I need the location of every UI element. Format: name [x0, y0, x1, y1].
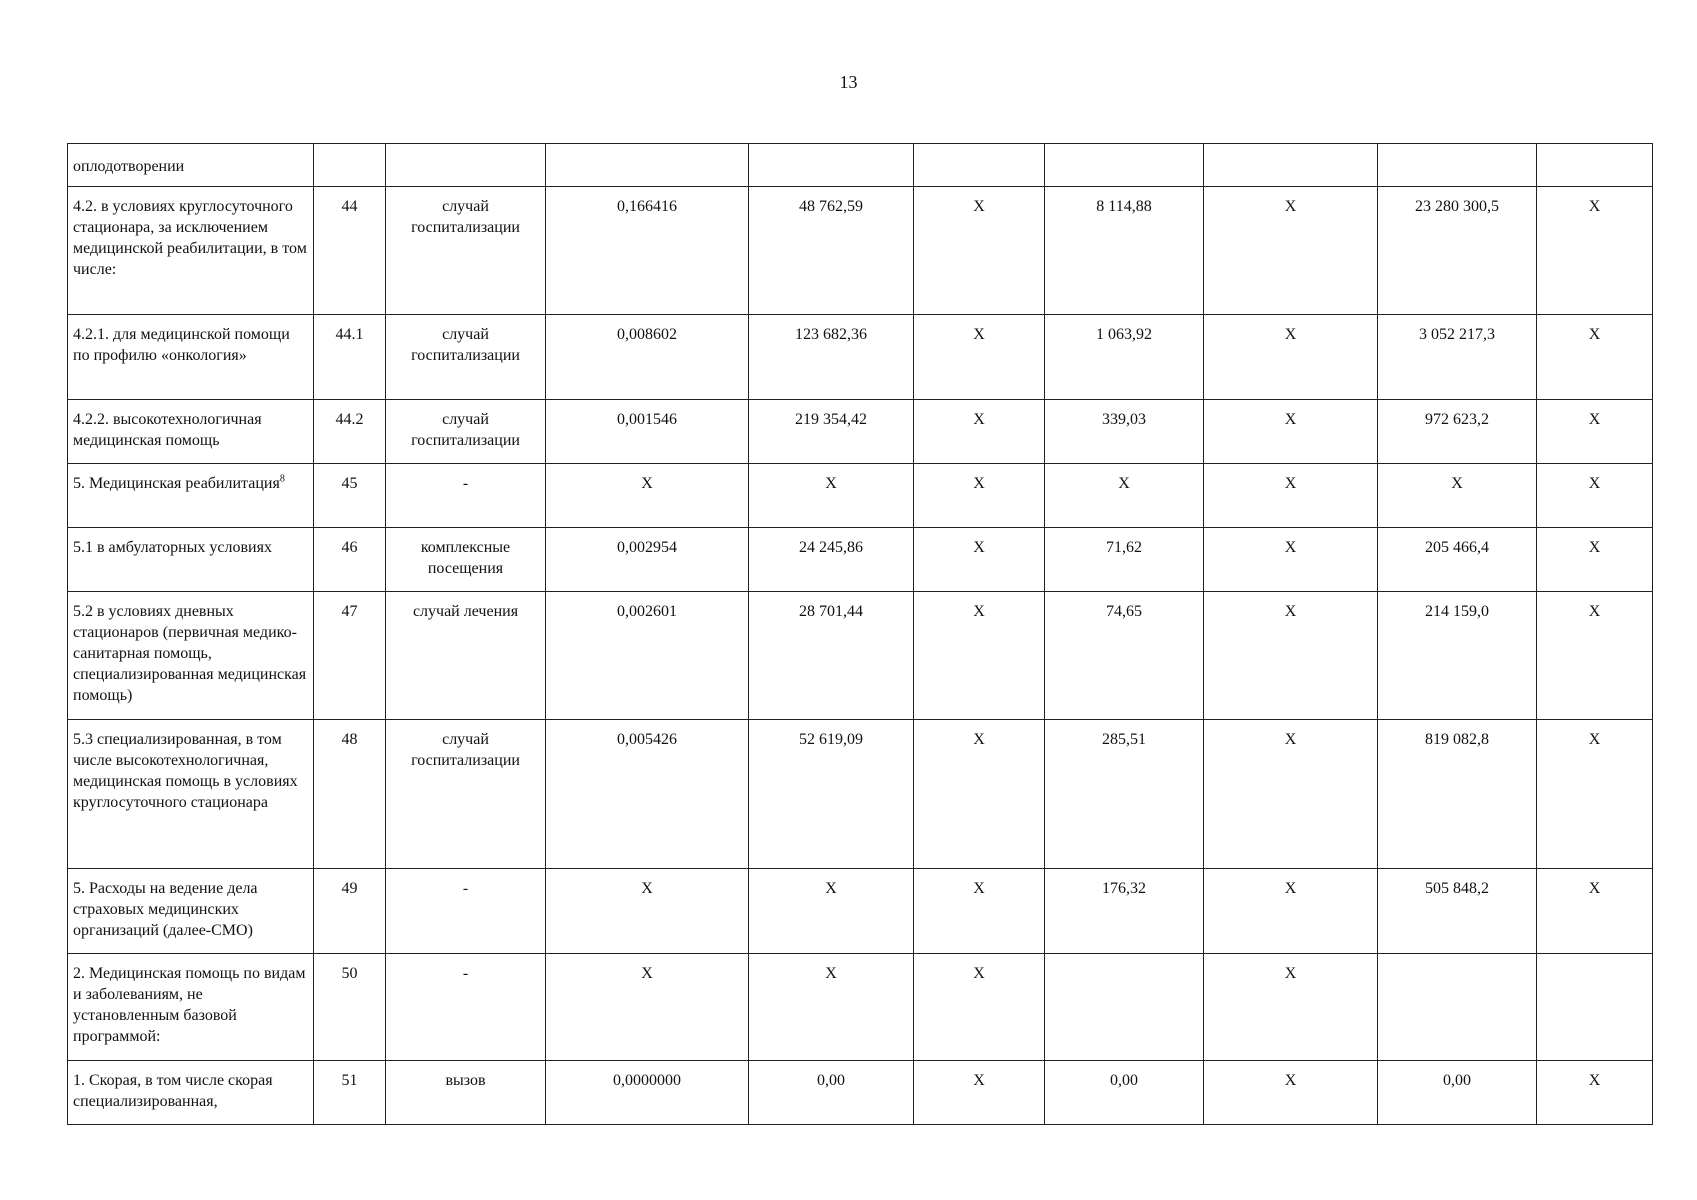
table-body [68, 144, 1653, 1125]
cell-text: 52 619,09 [799, 731, 863, 748]
table-cell [1537, 528, 1653, 592]
cell-text: Х [1284, 475, 1297, 492]
cell-text: 4.2. в условиях круглосуточного стационара, за исключением медицинской реабилитации, в том числе: [73, 198, 307, 278]
row-label-cell [68, 528, 314, 592]
row-label-cell [68, 187, 314, 315]
table-cell [1045, 869, 1204, 954]
cell-text: случай госпитализации [411, 731, 520, 769]
row-label-cell [68, 400, 314, 464]
table-cell [1045, 954, 1204, 1061]
cell-text: 48 [341, 731, 358, 748]
table-cell [546, 1061, 749, 1125]
cell-text: 0,00 [1110, 1072, 1138, 1089]
cell-text: 0,166416 [617, 198, 677, 215]
table-cell [546, 869, 749, 954]
table-cell [1378, 528, 1537, 592]
cell-text: Х [1588, 411, 1601, 428]
cell-text: 23 280 300,5 [1415, 198, 1499, 215]
table-row [68, 528, 1653, 592]
cell-text: 48 762,59 [799, 198, 863, 215]
table-cell [314, 1061, 386, 1125]
cell-text: 0,00 [817, 1072, 845, 1089]
row-label-cell [68, 144, 314, 187]
cell-text: Х [1588, 198, 1601, 215]
cell-text: Х [825, 965, 837, 982]
table-cell [914, 1061, 1045, 1125]
cell-text: Х [973, 475, 985, 492]
table-cell [1045, 720, 1204, 869]
table-cell [1045, 592, 1204, 720]
cell-text: 0,001546 [617, 411, 677, 428]
table-cell [546, 144, 749, 187]
table-cell [314, 954, 386, 1061]
table-cell [314, 144, 386, 187]
table-cell [1045, 1061, 1204, 1125]
table-row [68, 400, 1653, 464]
table-cell [314, 869, 386, 954]
cell-text: Х [973, 603, 985, 620]
cell-text: 123 682,36 [795, 326, 867, 343]
table-cell [1204, 720, 1378, 869]
cell-text: - [462, 475, 469, 492]
table-cell [1204, 869, 1378, 954]
cell-text: Х [641, 880, 653, 897]
table-cell [546, 187, 749, 315]
cell-text: Х [1284, 411, 1297, 428]
table-cell [1378, 1061, 1537, 1125]
table-cell [914, 464, 1045, 528]
cell-text: 49 [341, 880, 358, 897]
table-cell [914, 954, 1045, 1061]
cell-text: - [462, 880, 469, 897]
table-cell [314, 592, 386, 720]
cell-text: Х [1588, 603, 1601, 620]
table-cell [749, 720, 914, 869]
row-label-cell [68, 954, 314, 1061]
table-cell [1378, 144, 1537, 187]
table-cell [1045, 528, 1204, 592]
row-label-cell [68, 464, 314, 528]
row-label-cell [68, 869, 314, 954]
cell-text: Х [641, 475, 653, 492]
cell-text: Х [973, 965, 985, 982]
table-row [68, 1061, 1653, 1125]
cell-text: 0,008602 [617, 326, 677, 343]
cell-text: 339,03 [1102, 411, 1146, 428]
table-cell [914, 187, 1045, 315]
row-label-cell [68, 1061, 314, 1125]
table-cell [1204, 1061, 1378, 1125]
cell-text: 4.2.2. высокотехнологичная медицинская помощь [73, 411, 262, 449]
cell-text: Х [1284, 603, 1297, 620]
table-cell [1204, 315, 1378, 400]
cell-text: случай лечения [412, 603, 519, 620]
table-cell [1204, 592, 1378, 720]
table-cell [386, 464, 546, 528]
cell-text: оплодотворении [73, 158, 185, 175]
cell-text: 0,00 [1443, 1072, 1471, 1089]
table-row [68, 592, 1653, 720]
cell-text: Х [1284, 326, 1297, 343]
cell-text: 0,002601 [617, 603, 677, 620]
cell-text: Х [1588, 880, 1601, 897]
cell-text: Х [1284, 731, 1297, 748]
cell-text: Х [1118, 475, 1130, 492]
cell-text: 0,005426 [617, 731, 677, 748]
cell-text: Х [973, 411, 985, 428]
table-cell [749, 144, 914, 187]
table-cell [386, 187, 546, 315]
table-cell [914, 869, 1045, 954]
cell-text: 45 [341, 475, 358, 492]
table-cell [386, 720, 546, 869]
table-row [68, 464, 1653, 528]
table-cell [749, 528, 914, 592]
table-cell [314, 187, 386, 315]
table-cell [749, 954, 914, 1061]
cell-text: 51 [341, 1072, 358, 1089]
cell-text: Х [1588, 475, 1601, 492]
table-cell [1537, 144, 1653, 187]
cell-text: 50 [341, 965, 358, 982]
cell-text: Х [825, 880, 837, 897]
cell-text: Х [1284, 880, 1297, 897]
table-cell [1378, 869, 1537, 954]
cell-text: Х [973, 880, 985, 897]
table-cell [1045, 464, 1204, 528]
table-cell [1378, 720, 1537, 869]
table-cell [1537, 400, 1653, 464]
table-cell [1045, 144, 1204, 187]
table-cell [1204, 954, 1378, 1061]
cell-text: 0,0000000 [613, 1072, 681, 1089]
table-cell [546, 954, 749, 1061]
cell-text: Х [825, 475, 837, 492]
table-cell [914, 144, 1045, 187]
cell-text: случай госпитализации [411, 198, 520, 236]
cell-text: 3 052 217,3 [1419, 326, 1495, 343]
cell-text: 8 114,88 [1096, 198, 1152, 215]
table-cell [386, 400, 546, 464]
cell-text: 5. Медицинская реабилитация [73, 475, 280, 492]
cell-text: Х [1588, 539, 1601, 556]
cell-text: 972 623,2 [1425, 411, 1489, 428]
cell-text: - [462, 965, 469, 982]
footnote-marker: 8 [279, 473, 285, 485]
page-number: 13 [839, 72, 858, 92]
cell-text: Х [973, 1072, 985, 1089]
row-label-cell [68, 720, 314, 869]
table-cell [1378, 464, 1537, 528]
table-cell [1378, 315, 1537, 400]
cell-text: Х [973, 326, 985, 343]
table-cell [749, 187, 914, 315]
table-cell [749, 869, 914, 954]
table-cell [546, 315, 749, 400]
cell-text: Х [641, 965, 653, 982]
table-cell [386, 528, 546, 592]
table-cell [386, 869, 546, 954]
table-cell [914, 528, 1045, 592]
table-cell [386, 954, 546, 1061]
cell-text: 505 848,2 [1425, 880, 1489, 897]
table-cell [1537, 187, 1653, 315]
cell-text: 71,62 [1106, 539, 1142, 556]
table-cell [914, 720, 1045, 869]
table-cell [914, 315, 1045, 400]
table-cell [386, 1061, 546, 1125]
table-cell [749, 464, 914, 528]
table-cell [546, 464, 749, 528]
cell-text: 219 354,42 [795, 411, 867, 428]
table-cell [1204, 144, 1378, 187]
cell-text: 24 245,86 [799, 539, 863, 556]
table-cell [1204, 528, 1378, 592]
table-row [68, 315, 1653, 400]
table-cell [314, 528, 386, 592]
table-cell [749, 400, 914, 464]
cell-text: 4.2.1. для медицинской помощи по профилю «онкология» [73, 326, 290, 364]
cell-text: 44.2 [335, 411, 364, 428]
cell-text: 5.3 специализированная, в том числе высокотехнологичная, медицинская помощь в условиях круглосуточного стационара [73, 731, 298, 811]
table-cell [314, 464, 386, 528]
cell-text: 28 701,44 [799, 603, 863, 620]
table-cell [314, 400, 386, 464]
cell-text: 5.2 в условиях дневных стационаров (первичная медико-санитарная помощь, специализированная медицинская помощь) [73, 603, 307, 704]
cell-text: 0,002954 [617, 539, 677, 556]
cell-text: Х [1284, 965, 1297, 982]
cell-text: 176,32 [1102, 880, 1146, 897]
cell-text: 285,51 [1102, 731, 1146, 748]
cell-text: 5.1 в амбулаторных условиях [73, 539, 272, 556]
table-cell [1537, 315, 1653, 400]
table-row [68, 869, 1653, 954]
table-cell [1378, 187, 1537, 315]
table-cell [546, 592, 749, 720]
table-cell [749, 1061, 914, 1125]
cell-text: 74,65 [1106, 603, 1142, 620]
cell-text: 819 082,8 [1425, 731, 1489, 748]
cell-text: вызов [445, 1072, 486, 1089]
table-row [68, 954, 1653, 1061]
cell-text: 1 063,92 [1096, 326, 1152, 343]
cell-text: 214 159,0 [1425, 603, 1489, 620]
table-cell [914, 400, 1045, 464]
table-cell [1204, 464, 1378, 528]
cell-text: 44.1 [335, 326, 364, 343]
table-cell [1045, 187, 1204, 315]
table-cell [546, 720, 749, 869]
cell-text: Х [973, 198, 985, 215]
table-row [68, 144, 1653, 187]
table-cell [1204, 187, 1378, 315]
table-cell [1537, 720, 1653, 869]
cell-text: 44 [341, 198, 358, 215]
cell-text: 47 [341, 603, 358, 620]
table-row [68, 187, 1653, 315]
cell-text: Х [1588, 326, 1601, 343]
table-cell [1378, 400, 1537, 464]
table-cell [314, 720, 386, 869]
cell-text: Х [1588, 1072, 1601, 1089]
cell-text: 1. Скорая, в том числе скорая специализированная, [73, 1072, 273, 1110]
table-cell [386, 144, 546, 187]
cell-text: Х [1284, 539, 1297, 556]
table-cell [1378, 592, 1537, 720]
cell-text: 46 [341, 539, 358, 556]
table-cell [1204, 400, 1378, 464]
table-cell [546, 528, 749, 592]
table-cell [1537, 869, 1653, 954]
cell-text: Х [1588, 731, 1601, 748]
cell-text: случай госпитализации [411, 411, 520, 449]
cell-text: 5. Расходы на ведение дела страховых медицинских организаций (далее-СМО) [73, 880, 258, 939]
table-cell [749, 315, 914, 400]
cell-text: Х [1284, 1072, 1297, 1089]
cell-text: 205 466,4 [1425, 539, 1489, 556]
table-cell [1537, 592, 1653, 720]
cell-text: Х [1451, 475, 1463, 492]
table-cell [1378, 954, 1537, 1061]
table-cell [1537, 1061, 1653, 1125]
table-cell [386, 592, 546, 720]
cell-text: комплексные посещения [420, 539, 511, 577]
cell-text: Х [1284, 198, 1297, 215]
table-cell [914, 592, 1045, 720]
cell-text: Х [973, 539, 985, 556]
table-cell [749, 592, 914, 720]
table-cell [1045, 400, 1204, 464]
cell-text: Х [973, 731, 985, 748]
row-label-cell [68, 315, 314, 400]
table-row [68, 720, 1653, 869]
cell-text: 2. Медицинская помощь по видам и заболеваниям, не установленным базовой программой: [73, 965, 306, 1045]
table-cell [1537, 464, 1653, 528]
table-cell [386, 315, 546, 400]
cell-text: случай госпитализации [411, 326, 520, 364]
table-cell [314, 315, 386, 400]
row-label-cell [68, 592, 314, 720]
table-cell [1537, 954, 1653, 1061]
data-table [67, 143, 1653, 1125]
table-cell [546, 400, 749, 464]
table-cell [1045, 315, 1204, 400]
